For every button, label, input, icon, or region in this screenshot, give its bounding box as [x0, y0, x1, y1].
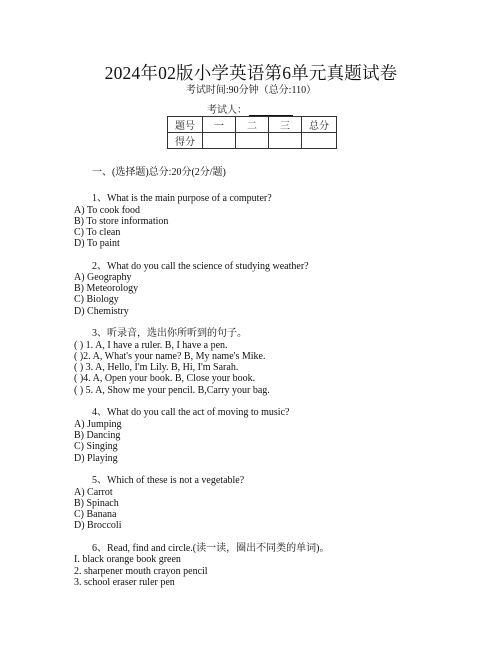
question-option: A) Geography — [74, 272, 132, 283]
examinee-field — [207, 101, 293, 116]
score-table-header-row — [168, 117, 337, 133]
score-table-cell: 总分 — [302, 117, 337, 133]
section-heading: 一、(选择题)总分:20分(2分/题) — [92, 167, 226, 178]
score-table-score-row — [168, 133, 337, 149]
question-option: A) Carrot — [74, 487, 113, 498]
score-table-cell: 题号 — [168, 117, 203, 133]
question-prompt: 6、Read, find and circle.(读一读，圈出不同类的单词)。 — [92, 543, 330, 554]
score-table-cell: 一 — [203, 117, 236, 133]
score-table-cell: 二 — [236, 117, 269, 133]
score-table-cell — [269, 133, 302, 149]
question-option: D) Playing — [74, 453, 118, 464]
question-option: B) Meteorology — [74, 283, 139, 294]
page-title: 2024年02版小学英语第6单元真题试卷 — [104, 63, 398, 83]
question-option: C) To clean — [74, 227, 121, 238]
question-option: B) Dancing — [74, 430, 121, 441]
question-option: C) Banana — [74, 509, 117, 520]
question-prompt: 2、What do you call the science of studying weather? — [92, 261, 309, 272]
question-option: I. black orange book green — [74, 554, 181, 565]
score-table-cell — [203, 133, 236, 149]
question-option: D) Broccoli — [74, 520, 122, 531]
score-table-cell: 得分 — [168, 133, 203, 149]
score-table-cell — [302, 133, 337, 149]
question-option: D) Chemistry — [74, 306, 129, 317]
score-table — [167, 116, 337, 149]
question-option: C) Singing — [74, 441, 118, 452]
exam-info: 考试时间:90分钟（总分:110） — [185, 85, 317, 96]
question-option: B) To store information — [74, 216, 169, 227]
question-option: C) Biology — [74, 294, 119, 305]
question-option: A) To cook food — [74, 205, 141, 216]
question-option: ( ) 5. A, Show me your pencil. B,Carry your bag. — [74, 385, 270, 396]
score-table-cell: 三 — [269, 117, 302, 133]
question-option: D) To paint — [74, 238, 120, 249]
examinee-label: 考试人： — [207, 105, 247, 116]
examinee-blank — [249, 104, 293, 116]
question-option: ( ) 3. A, Hello, I'm Lily. B, Hi, I'm Sarah. — [74, 362, 239, 373]
question-option: ( ) 1. A, I have a ruler. B, I have a pen. — [74, 340, 228, 351]
question-prompt: 3、听录音，选出你所听到的句子。 — [92, 328, 247, 339]
question-prompt: 4、What do you call the act of moving to music? — [92, 407, 290, 418]
question-option: ( )2. A, What's your name? B, My name's Mike. — [74, 351, 266, 362]
question-option: A) Jumping — [74, 419, 122, 430]
question-option: 3. school eraser ruler pen — [74, 577, 175, 588]
question-option: 2. sharpener mouth crayon pencil — [74, 566, 208, 577]
question-prompt: 5、Which of these is not a vegetable? — [92, 475, 245, 486]
score-table-cell — [236, 133, 269, 149]
question-option: B) Spinach — [74, 498, 119, 509]
question-prompt: 1、What is the main purpose of a computer? — [92, 193, 272, 204]
question-option: ( )4. A, Open your book. B, Close your book. — [74, 373, 256, 384]
